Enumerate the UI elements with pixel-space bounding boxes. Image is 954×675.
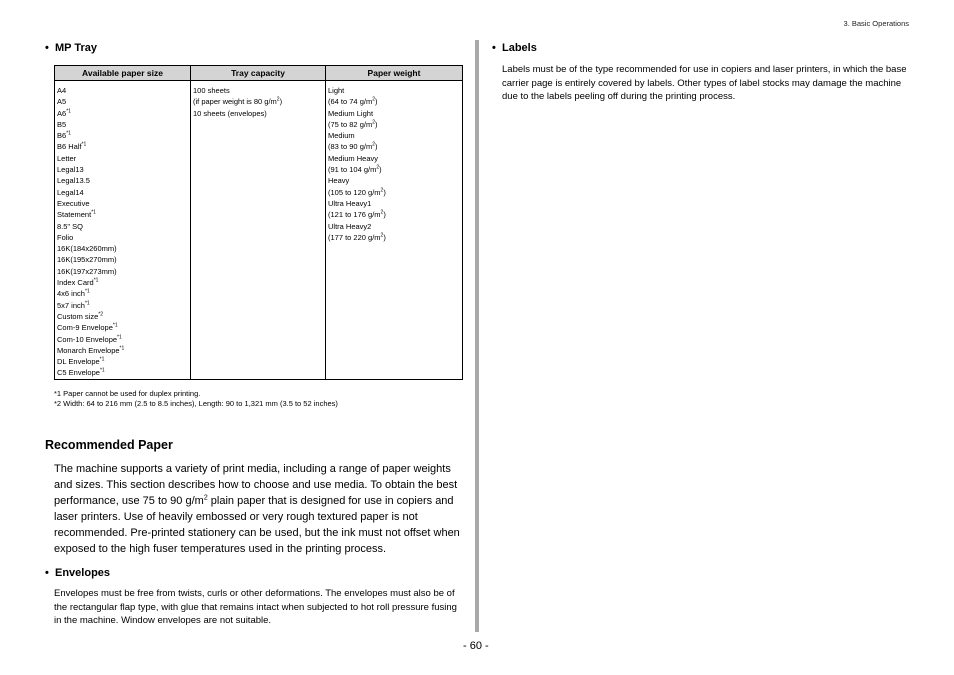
column-header-paper-size: Available paper size xyxy=(55,66,191,81)
paper-weight-item: (177 to 220 $g/m^2$) xyxy=(328,232,386,242)
recommended-paper-title: Recommended Paper xyxy=(45,438,173,452)
paper-size-item: 16K(195x270mm) xyxy=(57,255,117,265)
paper-size-item: C5 Envelope$^{*1}$ xyxy=(57,367,105,378)
envelopes-heading xyxy=(45,567,110,579)
paper-size-item: 4x6 inch$^{*1}$ xyxy=(57,288,90,299)
column-divider xyxy=(475,40,479,632)
tray-capacity-item: 10 sheets (envelopes) xyxy=(193,108,267,118)
paper-size-item: Index Card$^{*1}$ xyxy=(57,277,99,288)
footnote-1: *1 Paper cannot be used for duplex printing. xyxy=(54,389,201,398)
footnote-marker: 2 xyxy=(380,209,384,216)
mp-tray-heading-text: MP Tray xyxy=(55,42,97,54)
footnote-2: *2 Width: 64 to 216 mm (2.5 to 8.5 inches), Length: 90 to 1,321 mm (3.5 to 52 inches) xyxy=(54,399,338,408)
paper-weight-item: (91 to 104 $g/m^2$) xyxy=(328,164,382,175)
mp-tray-table xyxy=(54,65,463,380)
paper-weight-item: (105 to 120 $g/m^2$) xyxy=(328,187,386,197)
footnote-marker: *1 xyxy=(99,367,105,374)
footnote-marker: *2 xyxy=(98,311,103,318)
paper-size-item: 16K(184x260mm) xyxy=(57,244,117,254)
running-header: 3. Basic Operations xyxy=(843,19,909,28)
footnote-marker: *1 xyxy=(81,141,87,148)
paper-size-item: DL Envelope$^{*1}$ xyxy=(57,356,105,367)
paper-weight-item: Light xyxy=(328,86,345,95)
paper-weight-item: Medium Light xyxy=(328,108,374,118)
paper-size-item: B5 xyxy=(57,119,67,129)
footnote-marker: *1 xyxy=(119,345,125,352)
envelopes-heading-text: Envelopes xyxy=(55,567,111,579)
tray-capacity-cell xyxy=(191,81,326,380)
paper-size-item: Executive xyxy=(57,198,90,208)
tray-capacity-item: 100 sheets xyxy=(193,86,230,95)
paper-weight-item: (64 to 74 $g/m^2$) xyxy=(328,96,378,107)
envelopes-paragraph: Envelopes must be free from twists, curls or other deformations. The envelopes must also be of the rectangular flap type, with glue that remains intact when subjected to hot roll pressure fusing in the machine. Window envelopes are not suitable. xyxy=(54,588,457,626)
bullet-glyph: • xyxy=(45,42,49,54)
mp-tray-heading xyxy=(45,42,97,54)
paper-weight-item: (83 to 90 $g/m^2$) xyxy=(328,141,378,152)
recommended-text-after: plain paper that is designed for use in copiers and laser printers. Use of heavily embossed or very rough textured paper is not recommended. Pre-printed stationery can be used, but the ink must not offset when exposed to the high fuser temperatures used in the printing process. xyxy=(54,495,460,555)
footnote-marker: *1 xyxy=(99,356,105,363)
labels-heading-text: Labels xyxy=(502,42,537,54)
footnote-marker: *1 xyxy=(93,277,99,284)
paper-weight-cell xyxy=(326,81,463,380)
paper-size-item: B6 Half$^{*1}$ xyxy=(57,141,87,152)
paper-size-item: Folio xyxy=(57,232,74,242)
paper-size-item: B6$^{*1}$ xyxy=(57,130,71,141)
recommended-paper-paragraph xyxy=(54,461,462,557)
paper-size-item: Legal13.5 xyxy=(57,176,90,186)
paper-weight-item: Ultra Heavy2 xyxy=(328,221,372,231)
footnote-marker: 2 xyxy=(380,232,384,239)
paper-weight-item: (75 to 82 $g/m^2$) xyxy=(328,119,378,129)
footnote-marker: 2 xyxy=(276,96,280,103)
paper-size-item: 16K(197x273mm) xyxy=(57,266,117,276)
paper-size-item: Letter xyxy=(57,153,77,163)
column-header-tray-capacity: Tray capacity xyxy=(191,66,326,81)
tray-capacity-item: (if paper weight is 80 $g/m^2$) xyxy=(193,96,283,107)
footnote-marker: 2 xyxy=(380,187,384,194)
labels-heading xyxy=(492,42,537,54)
page-number: - 60 - xyxy=(463,640,489,652)
paper-size-item: Legal13 xyxy=(57,165,84,175)
footnote-marker: *1 xyxy=(84,288,90,295)
paper-weight-item: Medium xyxy=(328,131,355,141)
paper-size-item: A4 xyxy=(57,86,67,95)
paper-size-item: Com-9 Envelope$^{*1}$ xyxy=(57,322,118,333)
paper-size-item: Custom size$^{*2}$ xyxy=(57,311,103,321)
table-row xyxy=(55,81,463,380)
column-header-paper-weight: Paper weight xyxy=(326,66,463,81)
paper-weight-item: (121 to 176 $g/m^2$) xyxy=(328,209,386,220)
paper-weight-item: Ultra Heavy1 xyxy=(328,198,372,208)
paper-weight-item: Medium Heavy xyxy=(328,153,379,163)
footnote-marker: 2 xyxy=(372,119,375,126)
footnote-marker: *1 xyxy=(117,334,122,341)
paper-size-item: Com-10 Envelope$^{*1}$ xyxy=(57,334,122,344)
bullet-glyph: • xyxy=(45,567,49,579)
footnote-marker: *1 xyxy=(91,209,96,216)
paper-size-item: Monarch Envelope$^{*1}$ xyxy=(57,345,125,355)
footnote-marker: *1 xyxy=(112,322,118,329)
paper-size-item: A6$^{*1}$ xyxy=(57,108,71,118)
paper-size-item: Statement$^{*1}$ xyxy=(57,209,96,220)
footnote-marker: *1 xyxy=(66,130,71,137)
paper-size-item: Legal14 xyxy=(57,187,84,197)
paper-size-item: 5x7 inch$^{*1}$ xyxy=(57,300,90,310)
footnote-marker: 2 xyxy=(376,164,380,171)
paper-size-item: 8.5" SQ xyxy=(57,221,84,231)
paper-size-item: A5 xyxy=(57,97,67,107)
footnote-marker: 2 xyxy=(372,141,375,148)
bullet-glyph: • xyxy=(492,42,496,54)
footnote-marker: *1 xyxy=(66,108,71,115)
footnote-marker: 2 xyxy=(372,96,375,103)
recommended-superscript: 2 xyxy=(203,494,208,502)
paper-weight-item: Heavy xyxy=(328,176,350,186)
labels-paragraph: Labels must be of the type recommended for use in copiers and laser printers, in which the base carrier page is entirely covered by labels. Other types of label stocks may damage the machine due to the labels peeling off during the printing process. xyxy=(502,64,907,102)
paper-size-cell xyxy=(55,81,191,380)
recommended-text-before: The machine supports a variety of print media, including a range of paper weights and sizes. This section describes how to choose and use media. To obtain the best performance, use 75 to 90 g/m xyxy=(54,463,458,507)
table-header-row xyxy=(55,66,463,81)
footnote-marker: *1 xyxy=(84,300,90,307)
